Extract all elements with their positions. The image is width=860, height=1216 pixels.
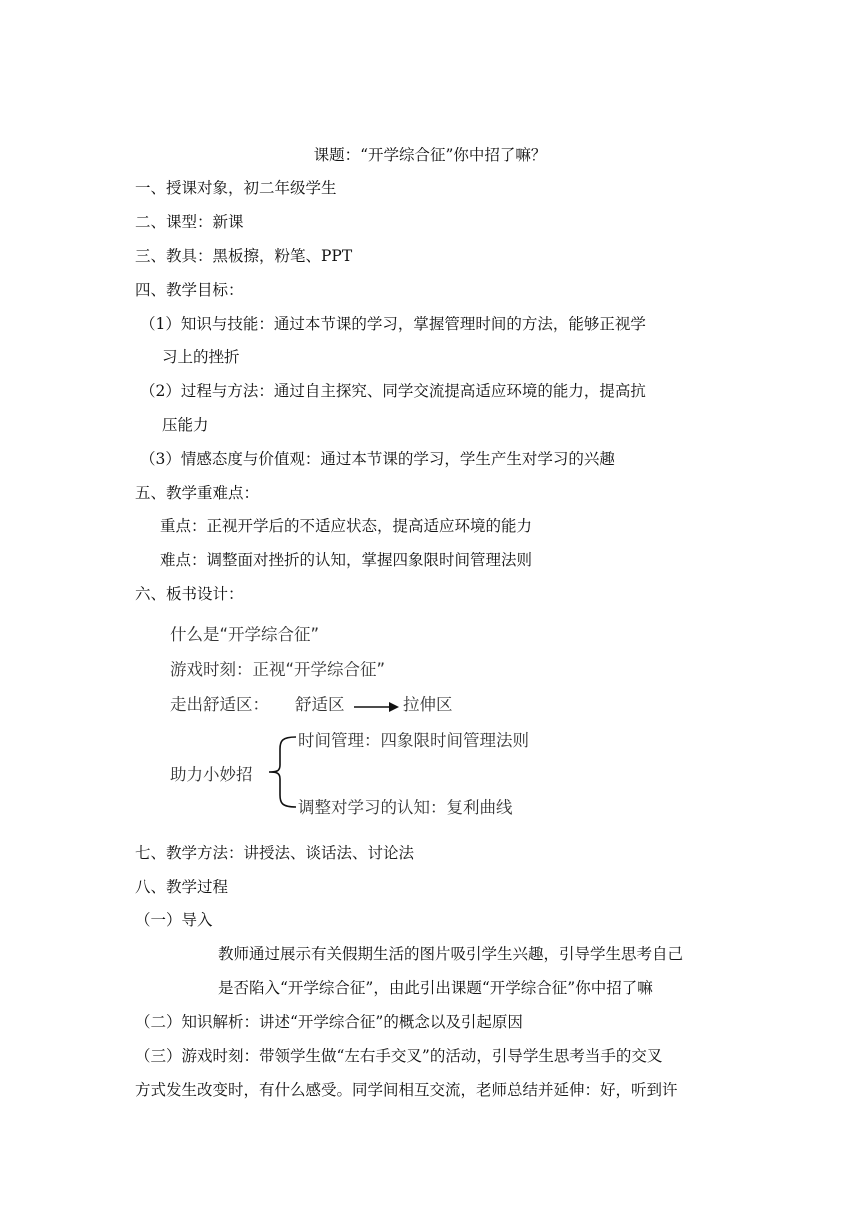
board-tip-time-management: 时间管理：四象限时间管理法则 [298, 731, 529, 750]
objective-1-line-1: （1）知识与技能：通过本节课的学习，掌握管理时间的方法，能够正视学 [140, 315, 646, 333]
brace-icon [266, 735, 300, 809]
section-key-points-heading: 五、教学重难点： [135, 484, 260, 502]
board-line-game-time: 游戏时刻：正视“开学综合征” [170, 660, 386, 679]
objective-2-line-2: 压能力 [162, 416, 209, 434]
board-line-what-is: 什么是“开学综合征” [170, 625, 320, 644]
process-knowledge: （二）知识解析：讲述“开学综合征”的概念以及引起原因 [135, 1013, 523, 1031]
board-line-comfort-zone-label: 走出舒适区： [170, 695, 269, 714]
board-tips-label: 助力小妙招 [170, 765, 253, 784]
difficult-point: 难点：调整面对挫折的认知，掌握四象限时间管理法则 [160, 551, 533, 569]
process-game-line-2: 方式发生改变时，有什么感受。同学间相互交流，老师总结并延伸：好，听到许 [135, 1081, 678, 1099]
section-audience: 一、授课对象，初二年级学生 [135, 179, 337, 197]
section-lesson-type: 二、课型：新课 [135, 213, 244, 231]
board-stretch-zone: 拉伸区 [403, 695, 453, 714]
key-point: 重点：正视开学后的不适应状态，提高适应环境的能力 [160, 517, 533, 535]
section-teaching-aids: 三、教具：黑板擦，粉笔、PPT [135, 247, 353, 265]
section-methods: 七、教学方法：讲授法、谈话法、讨论法 [135, 844, 415, 862]
document-title: 课题：“开学综合征”你中招了嘛？ [313, 146, 547, 164]
board-comfort-zone: 舒适区 [295, 695, 345, 714]
section-objectives-heading: 四、教学目标： [135, 281, 244, 299]
process-game-line-1: （三）游戏时刻：带领学生做“左右手交叉”的活动，引导学生思考当手的交叉 [135, 1047, 663, 1065]
objective-2-line-1: （2）过程与方法：通过自主探究、同学交流提高适应环境的能力，提高抗 [140, 382, 646, 400]
arrow-right-icon [353, 699, 401, 715]
board-tip-compound-curve: 调整对学习的认知：复利曲线 [298, 798, 513, 817]
process-intro-line-1: 教师通过展示有关假期生活的图片吸引学生兴趣，引导学生思考自己 [218, 945, 684, 963]
section-process-heading: 八、教学过程 [135, 878, 229, 896]
objective-1-line-2: 习上的挫折 [162, 348, 240, 366]
board-design-diagram [170, 622, 590, 827]
process-intro-line-2: 是否陷入“开学综合征”，由此引出课题“开学综合征”你中招了嘛 [218, 979, 653, 997]
objective-3: （3）情感态度与价值观：通过本节课的学习，学生产生对学习的兴趣 [140, 450, 615, 468]
section-board-design-heading: 六、板书设计： [135, 585, 244, 603]
process-intro-heading: （一）导入 [135, 911, 213, 929]
